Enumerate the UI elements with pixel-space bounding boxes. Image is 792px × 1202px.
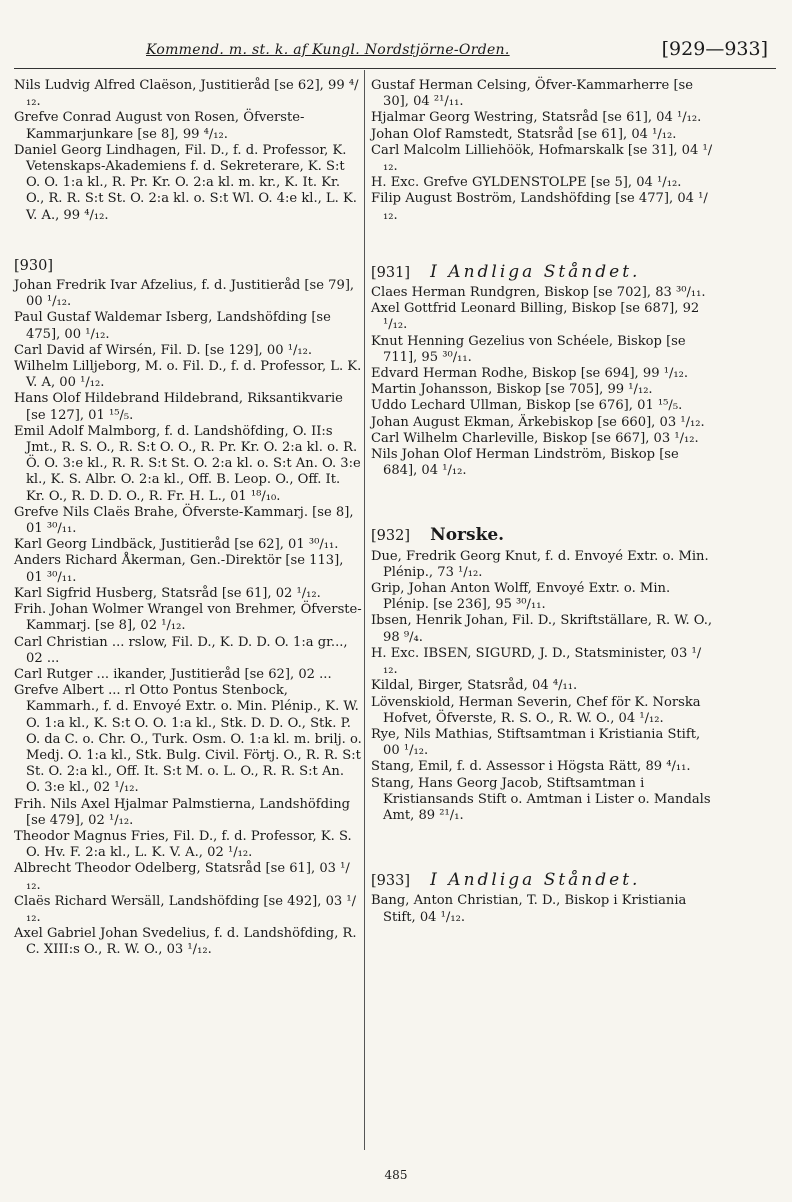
section-929-continued-list [371,78,713,224]
page-header [8,38,778,66]
list-item: H. Exc. Grefve GYLDENSTOLPE [se 5], 04 ¹/₁₂. [371,175,682,191]
list-item: Stang, Emil, f. d. Assessor i Högsta Rätt, 89 ⁴/₁₁. [371,759,691,775]
list-item: Nils Ludvig Alfred Claëson, Justitieråd [se 62], 99 ⁴/₁₂. [14,78,359,110]
section-title: I Andliga Ståndet. [430,870,641,891]
list-item: Uddo Lechard Ullman, Biskop [se 676], 01 ¹⁵/₅. [371,398,683,414]
list-item: Johan August Ekman, Ärkebiskop [se 660], 03 ¹/₁₂. [371,414,705,430]
list-item: Edvard Herman Rodhe, Biskop [se 694], 99 ¹/₁₂. [371,366,689,382]
list-item: Martin Johansson, Biskop [se 705], 99 ¹/₁₂. [371,382,653,398]
list-item: Lövenskiold, Herman Severin, Chef för K. Norska Hofvet, Öfverste, R. S. O., R. W. O., 04 ¹/₁₂. [371,694,701,726]
list-item: Claes Herman Rundgren, Biskop [se 702], 83 ³⁰/₁₁. [371,285,706,301]
section-933-list [371,893,713,925]
left-column [14,78,362,959]
list-item: Daniel Georg Lindhagen, Fil. D., f. d. Professor, K. Vetenskaps-Akademiens f. d. Sekreterare, K. S:t O. O. 1:a kl., R. Pr. Kr. O. 2:a kl. m. kr., K. It. Kr. O., R. R. S:t St. O. 2:a kl. o. S:t Wl. O. 4:e kl., L. K. V. A., 99 ⁴/₁₂. [14,142,357,223]
section-930-list [14,278,362,959]
list-item: Theodor Magnus Fries, Fil. D., f. d. Professor, K. S. O. Hv. F. 2:a kl., L. K. V. A., 02 ¹/₁₂. [14,828,352,861]
list-item: Anders Richard Åkerman, Gen.-Direktör [se 113], 01 ³⁰/₁₁. [14,553,344,585]
list-item: Rye, Nils Mathias, Stiftsamtman i Kristiania Stift, 00 ¹/₁₂. [371,726,701,759]
list-item: Albrecht Theodor Odelberg, Statsråd [se 61], 03 ¹/₁₂. [14,861,350,893]
list-item: Stang, Hans Georg Jacob, Stiftsamtman i Kristiansands Stift o. Amtman i Lister o. Mandals Amt, 89 ²¹/₁. [371,775,711,823]
section-number: [931] [371,264,410,281]
list-item: Carl Rutger ... ikander, Justitieråd [se 62], 02 ... [14,666,332,682]
section-932-list [371,549,713,824]
section-title: Norske. [430,525,505,546]
list-item: Ibsen, Henrik Johan, Fil. D., Skriftställare, R. W. O., 98 ⁹/₄. [371,613,713,645]
section-heading-931 [371,261,713,282]
list-item: Emil Adolf Malmborg, f. d. Landshöfding, O. II:s Jmt., R. S. O., R. S:t O. O., R. Pr. Kr. O. 2:a kl. o. R. Ö. O. 3:e kl., R. R. S:t St. O. 2:a kl. o. S:t An. O. 3:e kl., K. S. Albr. O. 2:a kl., Off. B. Leop. O., Off. It. Kr. O., R. D. D. O., R. Fr. H. L., 01 ¹⁸/₁₀. [14,423,361,504]
list-item: Due, Fredrik Georg Knut, f. d. Envoyé Extr. o. Min. Plénip., 73 ¹/₁₂. [371,548,709,580]
list-item: Bang, Anton Christian, T. D., Biskop i Kristiania Stift, 04 ¹/₁₂. [371,893,687,925]
right-column [371,78,713,926]
list-item: Axel Gabriel Johan Svedelius, f. d. Landshöfding, R. C. XIII:s O., R. W. O., 03 ¹/₁₂. [14,926,357,958]
list-item: Gustaf Herman Celsing, Öfver-Kammarherre [se 30], 04 ²¹/₁₁. [371,78,694,110]
list-item: Wilhelm Lilljeborg, M. o. Fil. D., f. d. Professor, L. K. V. A, 00 ¹/₁₂. [14,359,362,391]
section-number: [933] [371,873,410,890]
list-item: Frih. Johan Wolmer Wrangel von Brehmer, Öfverste-Kammarj. [se 8], 02 ¹/₁₂. [14,602,362,634]
list-item: Hjalmar Georg Westring, Statsråd [se 61], 04 ¹/₁₂. [371,110,702,126]
list-item: Filip August Boström, Landshöfding [se 477], 04 ¹/₁₂. [371,191,708,223]
section-heading-933 [371,872,713,890]
list-item: Nils Johan Olof Herman Lindström, Biskop [se 684], 04 ¹/₁₂. [371,447,679,479]
list-item: Hans Olof Hildebrand Hildebrand, Riksantikvarie [se 127], 01 ¹⁵/₅. [14,391,343,423]
header-rule [14,68,776,69]
list-item: Karl Georg Lindbäck, Justitieråd [se 62], 01 ³⁰/₁₁. [14,537,339,553]
page-footer [0,1168,792,1182]
list-item: Carl Wilhelm Charleville, Biskop [se 667], 03 ¹/₁₂. [371,430,699,446]
list-item: Grefve Conrad August von Rosen, Öfverste-Kammarjunkare [se 8], 99 ⁴/₁₂. [14,110,305,142]
column-divider [364,70,365,1150]
list-item: H. Exc. IBSEN, SIGURD, J. D., Statsminister, 03 ¹/₁₂. [371,645,702,678]
list-item: Johan Olof Ramstedt, Statsråd [se 61], 04 ¹/₁₂. [371,126,677,142]
list-item: Claës Richard Wersäll, Landshöfding [se 492], 03 ¹/₁₂. [14,893,357,925]
list-item: Kildal, Birger, Statsråd, 04 ⁴/₁₁. [371,678,578,694]
list-item: Grefve Albert ... rl Otto Pontus Stenbock, Kammarh., f. d. Envoyé Extr. o. Min. Plénip., K. W. O. 1:a kl., K. S:t O. O. 1:a kl., Stk. D. D. O., Stk. P. O. da C. o. Chr. O., Turk. Osm. O. 1:a kl. m. brilj. o. Medj. O. 1:a kl., Stk. Bulg. Civil. Förtj. O., R. R. S:t St. O. 2:a kl., Off. It. S:t M. o. L. O., R. R. S:t An. O. 3:e kl., 02 ¹/₁₂. [14,683,362,796]
list-item: Johan Fredrik Ivar Afzelius, f. d. Justitieråd [se 79], 00 ¹/₁₂. [14,278,355,310]
running-title: Kommend. m. st. k. af Kungl. Nordstjörne-Orden. [146,42,510,58]
section-range: [929—933] [661,38,768,60]
list-item: Carl David af Wirsén, Fil. D. [se 129], 00 ¹/₁₂. [14,342,313,358]
section-heading-932 [371,527,713,545]
section-number: [932] [371,528,410,545]
list-item: Grip, Johan Anton Wolff, Envoyé Extr. o. Min. Plénip. [se 236], 95 ³⁰/₁₁. [371,581,671,613]
section-heading-930 [14,258,362,275]
section-number: [930] [14,257,53,274]
section-title: I Andliga Ståndet. [430,261,641,282]
page-number: 485 [384,1168,408,1182]
list-item: Karl Sigfrid Husberg, Statsråd [se 61], 02 ¹/₁₂. [14,585,321,601]
list-item: Knut Henning Gezelius von Schéele, Biskop [se 711], 95 ³⁰/₁₁. [371,333,686,365]
list-item: Axel Gottfrid Leonard Billing, Biskop [se 687], 92 ¹/₁₂. [371,301,700,333]
list-item: Carl Christian ... rslow, Fil. D., K. D. D. O. 1:a gr..., 02 ... [14,634,348,666]
list-item: Frih. Nils Axel Hjalmar Palmstierna, Landshöfding [se 479], 02 ¹/₁₂. [14,796,351,828]
section-931-list [371,285,713,479]
list-item: Grefve Nils Claës Brahe, Öfverste-Kammarj. [se 8], 01 ³⁰/₁₁. [14,504,354,537]
list-item: Carl Malcolm Lilliehöök, Hofmarskalk [se 31], 04 ¹/₁₂. [371,142,713,175]
list-item: Paul Gustaf Waldemar Isberg, Landshöfding [se 475], 00 ¹/₁₂. [14,310,331,342]
section-929-list [14,78,362,224]
